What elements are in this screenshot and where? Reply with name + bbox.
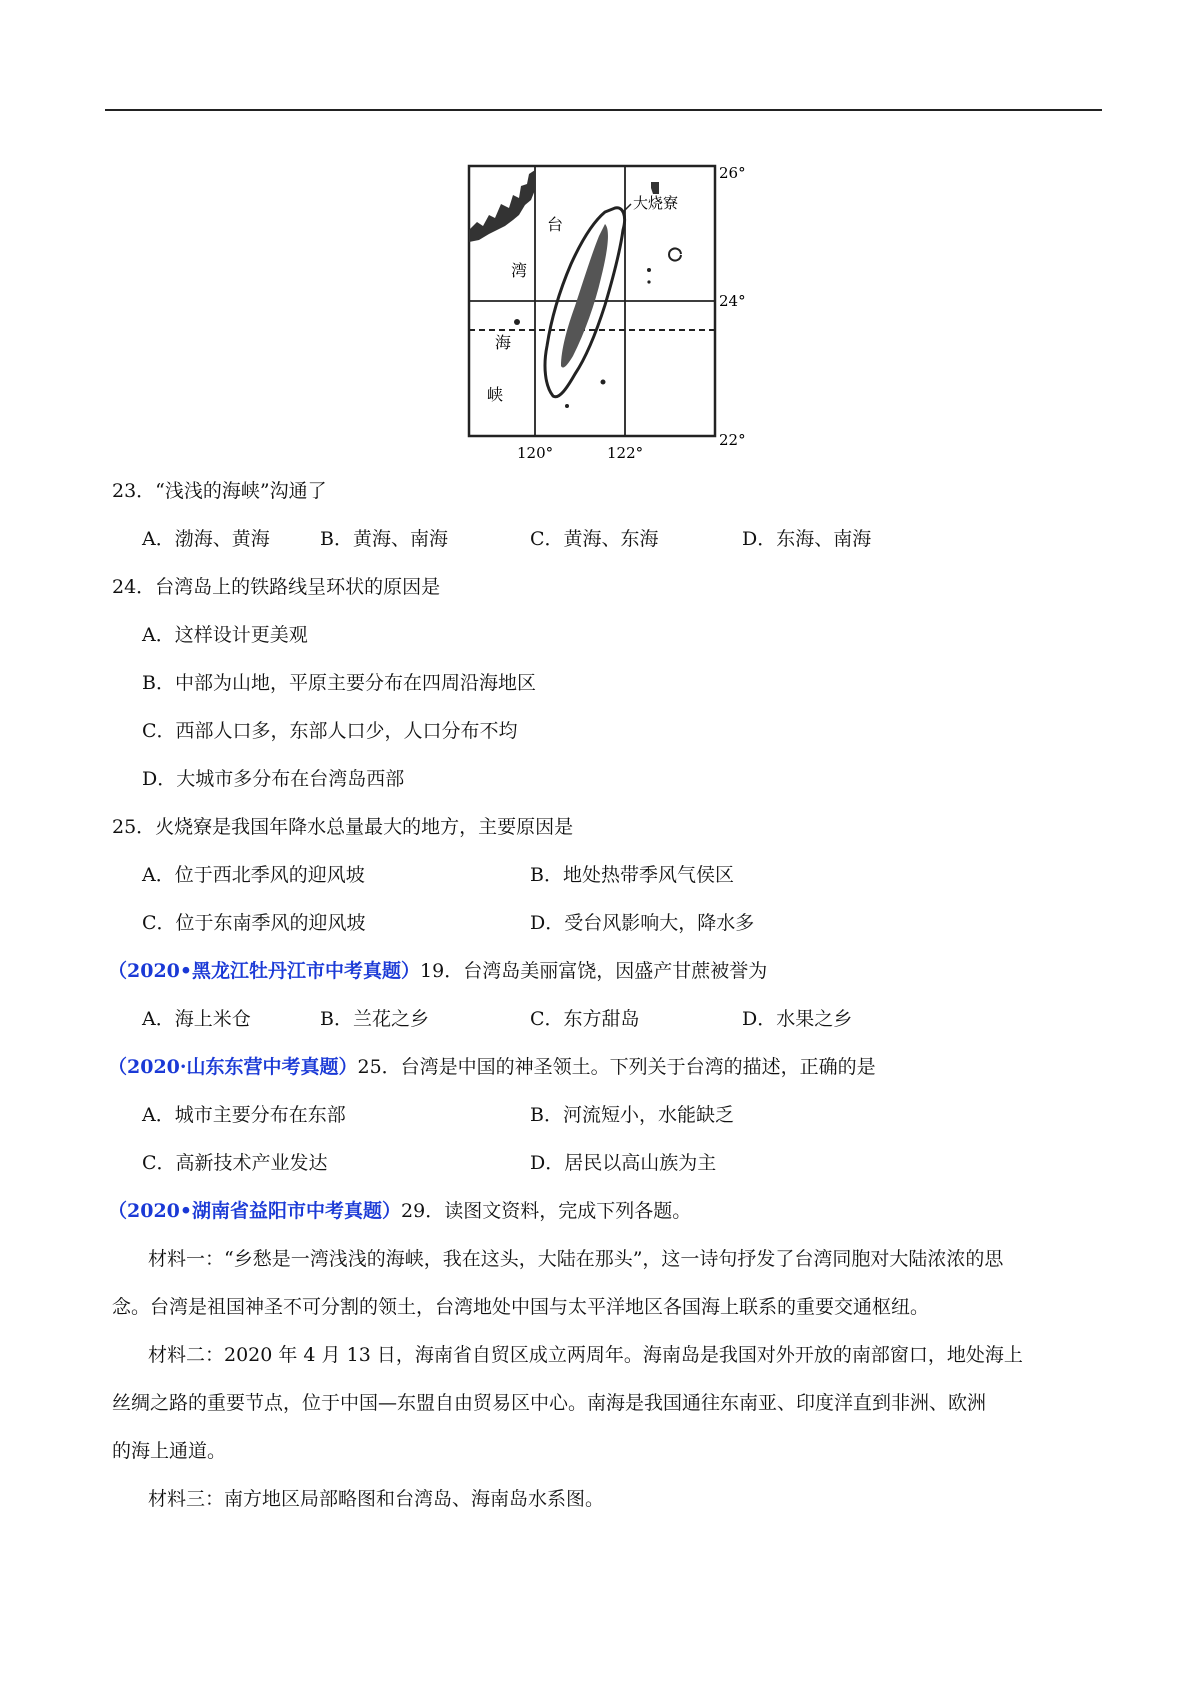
taiwan-map <box>455 160 765 460</box>
strait-label-char-1: 台 <box>547 215 564 234</box>
q23-option-d[interactable]: D．东海、南海 <box>742 528 872 550</box>
q25b-source: （2020·山东东营中考真题） <box>108 1056 358 1078</box>
q19-option-a[interactable]: A．海上米仓 <box>142 1008 251 1030</box>
q25-option-a[interactable]: A．位于西北季风的迎风坡 <box>142 864 365 886</box>
q25-option-d[interactable]: D．受台风影响大，降水多 <box>530 912 755 934</box>
penghu-island <box>514 319 520 325</box>
q25b-stem: 25．台湾是中国的神圣领土。下列关于台湾的描述，正确的是 <box>357 1056 876 1078</box>
q24-option-d[interactable]: D．大城市多分布在台湾岛西部 <box>142 768 405 790</box>
q19-stem: 19．台湾岛美丽富饶，因盛产甘蔗被誉为 <box>420 960 768 982</box>
material-2-line-1: 材料二：2020 年 4 月 13 日，海南省自贸区成立两周年。海南岛是我国对外开放的南部窗口，地处海上 <box>148 1344 1023 1366</box>
q24-option-a[interactable]: A．这样设计更美观 <box>142 624 308 646</box>
east-islet-2 <box>647 280 650 283</box>
q24-option-c[interactable]: C．西部人口多，东部人口少，人口分布不均 <box>142 720 518 742</box>
q25b-option-d[interactable]: D．居民以高山族为主 <box>530 1152 717 1174</box>
mainland-coast <box>469 170 535 242</box>
central-mountain-range <box>561 224 608 368</box>
q24-option-b[interactable]: B．中部为山地，平原主要分布在四周沿海地区 <box>142 672 536 694</box>
q25-option-b[interactable]: B．地处热带季风气侯区 <box>530 864 734 886</box>
east-islet-3 <box>669 249 681 261</box>
q23-option-c[interactable]: C．黄海、东海 <box>530 528 659 550</box>
material-1-line-2: 念。台湾是祖国神圣不可分割的领土，台湾地处中国与太平洋地区各国海上联系的重要交通枢纽。 <box>112 1296 930 1318</box>
south-islet <box>565 404 569 408</box>
q29-line <box>108 1198 691 1224</box>
header-rule <box>105 109 1102 111</box>
q25-option-c[interactable]: C．位于东南季风的迎风坡 <box>142 912 366 934</box>
q19-option-b[interactable]: B．兰花之乡 <box>320 1008 429 1030</box>
q25b-option-b[interactable]: B．河流短小，水能缺乏 <box>530 1104 734 1126</box>
lat-26-label: 26° <box>719 164 746 182</box>
lat-24-label: 24° <box>719 292 746 310</box>
strait-label-char-3: 海 <box>495 333 512 352</box>
q19-source: （2020•黑龙江牡丹江市中考真题） <box>108 960 421 982</box>
q19-option-c[interactable]: C．东方甜岛 <box>530 1008 640 1030</box>
q23-option-b[interactable]: B．黄海、南海 <box>320 528 448 550</box>
material-3: 材料三：南方地区局部略图和台湾岛、海南岛水系图。 <box>148 1488 605 1510</box>
northeast-islet <box>651 182 659 194</box>
q25b-line <box>108 1054 876 1080</box>
east-islet-1 <box>647 268 651 272</box>
q25b-option-c[interactable]: C．高新技术产业发达 <box>142 1152 328 1174</box>
q19-option-d[interactable]: D．水果之乡 <box>742 1008 853 1030</box>
lon-120-label: 120° <box>517 444 554 460</box>
q29-source: （2020•湖南省益阳市中考真题） <box>108 1200 402 1222</box>
material-2-line-2: 丝绸之路的重要节点，位于中国—东盟自由贸易区中心。南海是我国通往东南亚、印度洋直到非洲、欧洲 <box>112 1392 987 1414</box>
lanyu-island <box>601 380 606 385</box>
strait-label-char-2: 湾 <box>511 261 528 280</box>
q24-stem: 24．台湾岛上的铁路线呈环状的原因是 <box>112 576 441 598</box>
q29-stem: 29．读图文资料，完成下列各题。 <box>401 1200 692 1222</box>
q23-stem: 23．“浅浅的海峡”沟通了 <box>112 480 327 502</box>
material-1-line-1: 材料一：“乡愁是一湾浅浅的海峡，我在这头，大陆在那头”，这一诗句抒发了台湾同胞对大陆浓浓的思 <box>148 1248 1004 1270</box>
lat-22-label: 22° <box>719 431 746 449</box>
strait-label-char-4: 峡 <box>487 385 504 404</box>
lon-122-label: 122° <box>607 444 644 460</box>
material-2-line-3: 的海上通道。 <box>112 1440 227 1462</box>
q25b-option-a[interactable]: A．城市主要分布在东部 <box>142 1104 346 1126</box>
peak-label: 大烧寮 <box>633 194 679 212</box>
q25-stem: 25．火烧寮是我国年降水总量最大的地方，主要原因是 <box>112 816 574 838</box>
q23-option-a[interactable]: A．渤海、黄海 <box>142 528 270 550</box>
q19-line <box>108 958 767 984</box>
